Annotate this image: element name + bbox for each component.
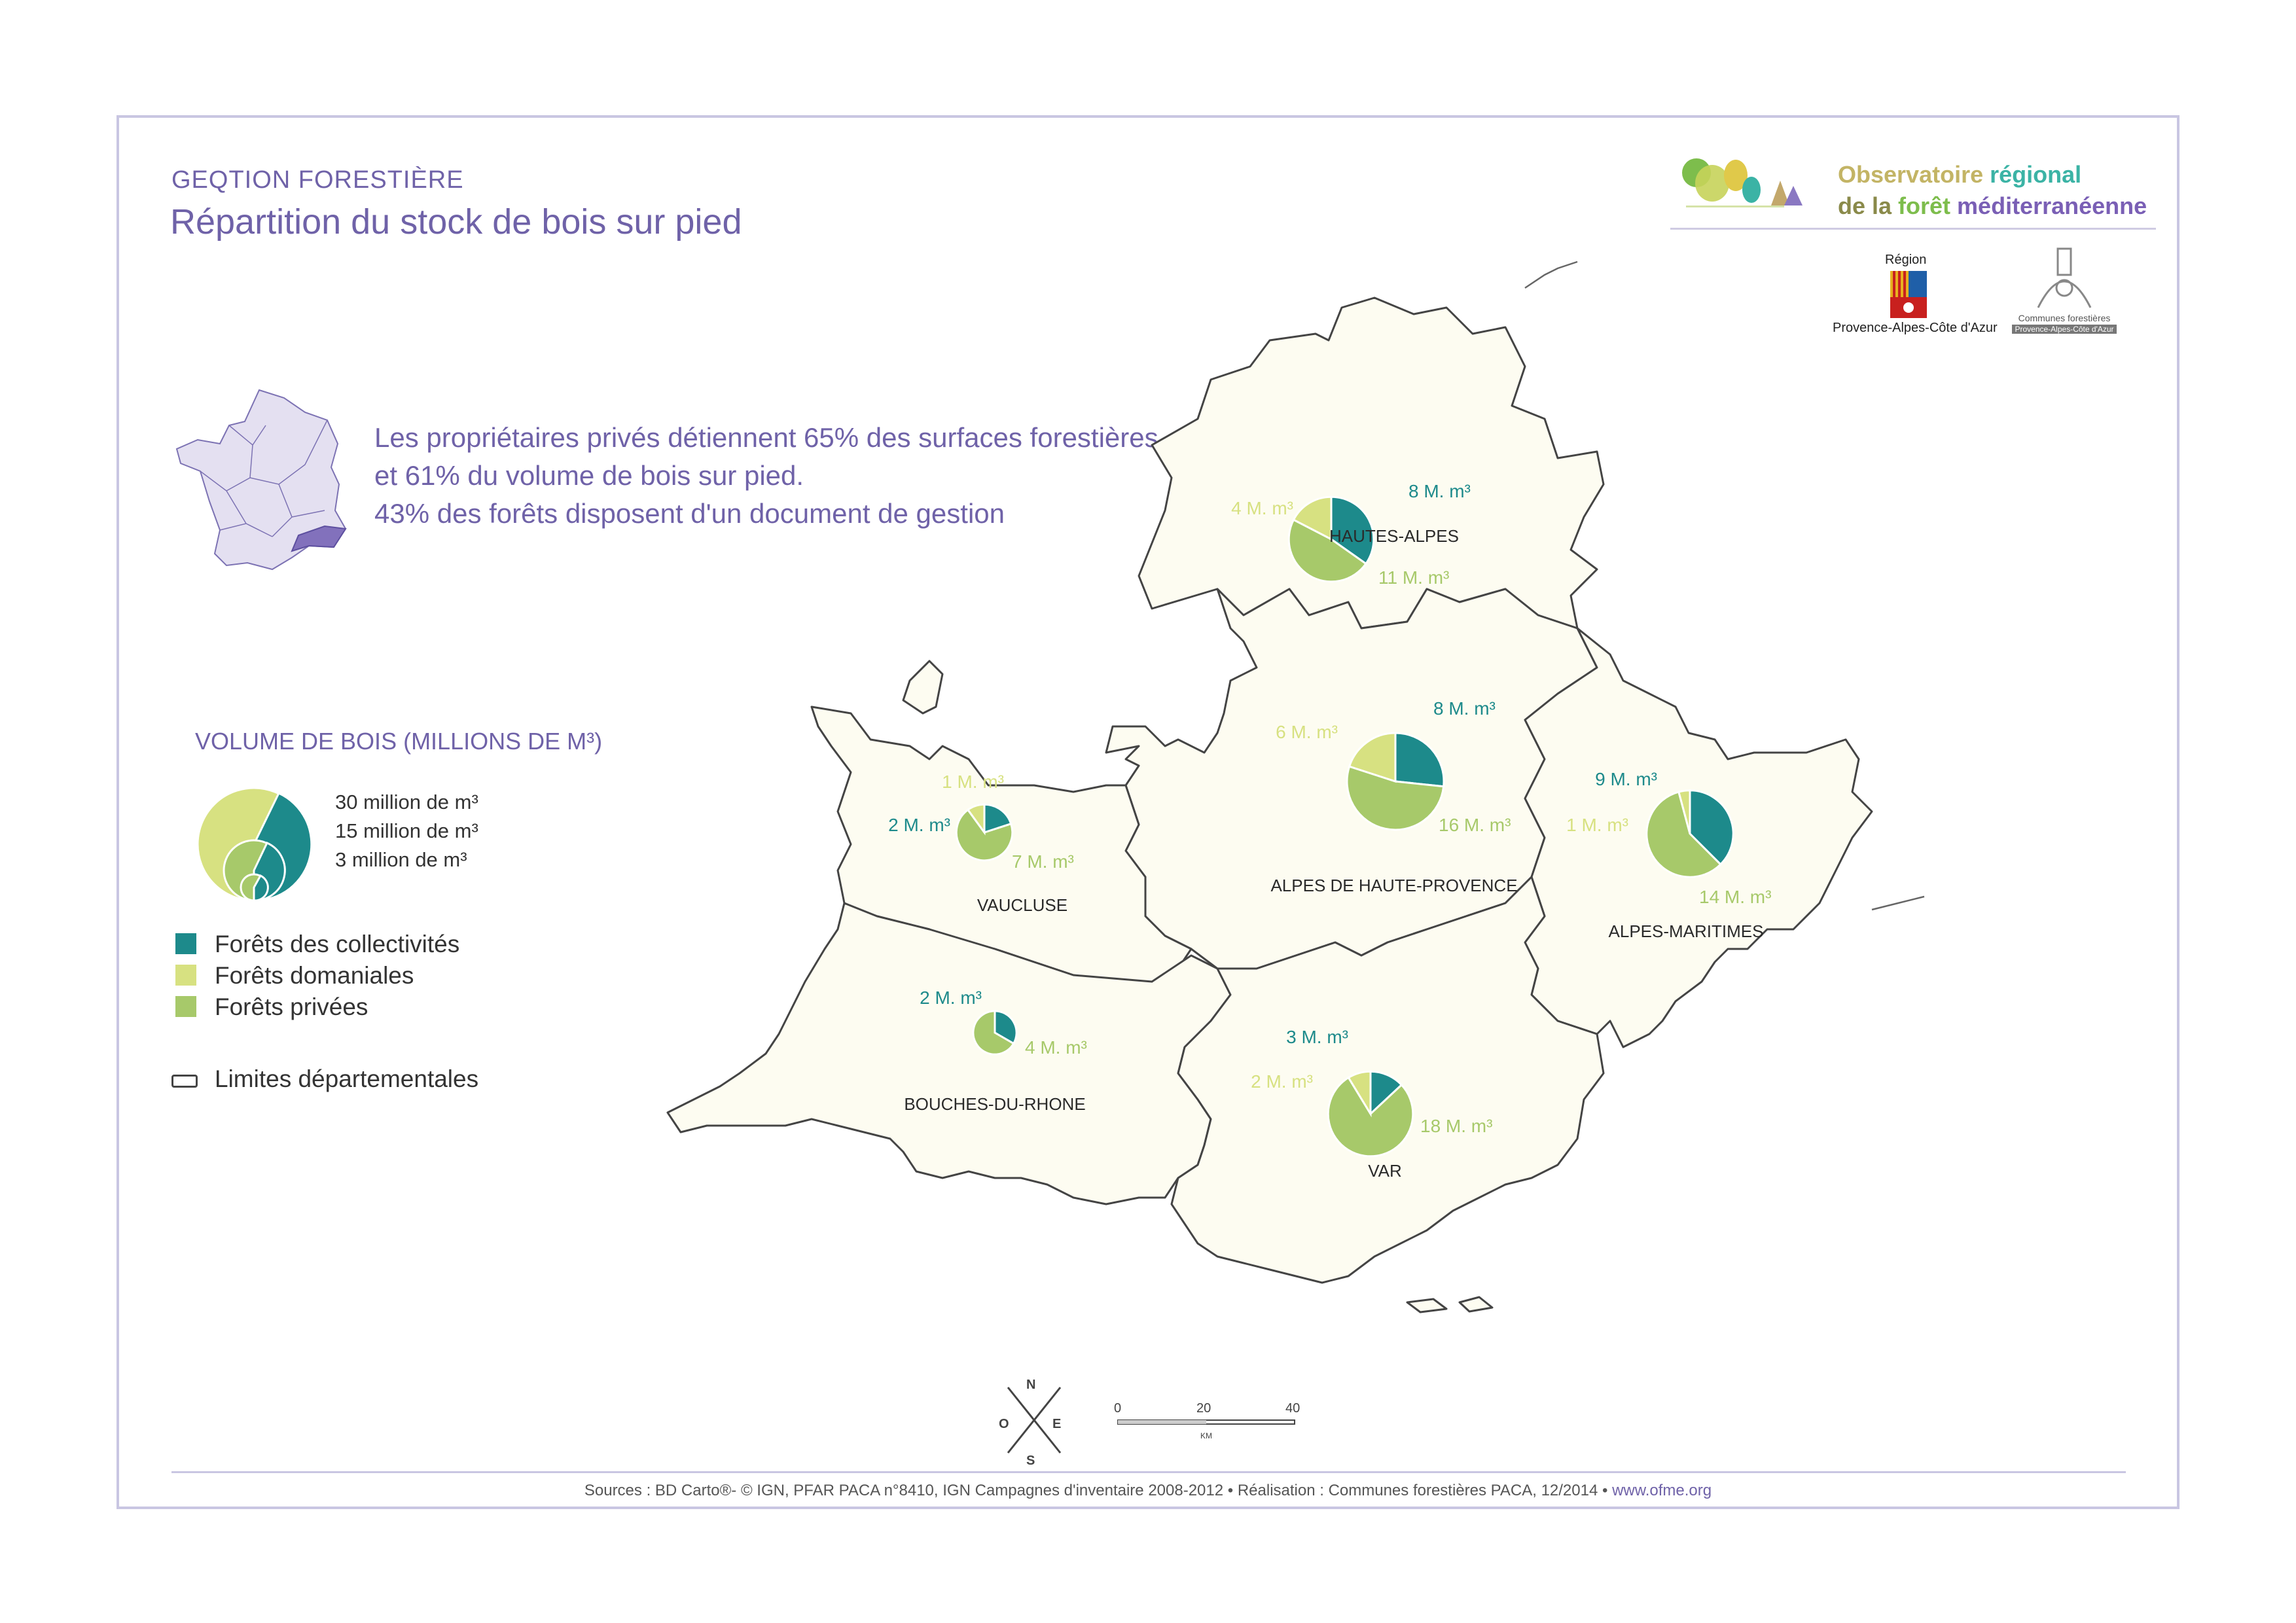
sources-line <box>0 1482 2296 1500</box>
obs-text-d: forêt <box>1898 192 1958 219</box>
border-coast-east <box>1872 897 1924 910</box>
region-name: Provence-Alpes-Côte d'Azur <box>1833 321 1998 335</box>
pie-value-label-collectivites: 9 M. m³ <box>1595 769 1657 789</box>
pie-value-label-collectivites: 2 M. m³ <box>888 815 950 835</box>
obs-text-b: régional <box>1990 161 2082 188</box>
size-legend-30: 30 million de m³ <box>335 791 478 813</box>
obs-text-e: méditerranéenne <box>1957 192 2147 219</box>
pie-value-label-privees: 16 M. m³ <box>1439 815 1511 835</box>
communes-label: Communes forestières <box>2018 313 2111 323</box>
sources-text: Sources : BD Carto®- © IGN, PFAR PACA n°8410, IGN Campagnes d'inventaire 2008-2012 • Réalisation : Communes forestières PACA, 12/2014 • <box>584 1482 1613 1499</box>
scale-tick-20: 20 <box>1196 1401 1211 1416</box>
size-legend-15: 15 million de m³ <box>335 819 478 842</box>
scale-tick-0: 0 <box>1114 1401 1122 1416</box>
intro-line: et 61% du volume de bois sur pied. <box>374 460 804 491</box>
pie-value-label-collectivites: 8 M. m³ <box>1433 698 1496 719</box>
region-label: Région <box>1885 253 1927 267</box>
department-name: BOUCHES-DU-RHONE <box>904 1094 1086 1114</box>
scale-bar <box>1110 1398 1306 1450</box>
pie-value-label-collectivites: 3 M. m³ <box>1286 1027 1348 1047</box>
dept-shape-hautes-alpes <box>1139 298 1604 628</box>
pie-value-label-domaniales: 4 M. m³ <box>1231 498 1293 518</box>
compass-s: S <box>1026 1454 1035 1466</box>
pie-value-label-privees: 7 M. m³ <box>1012 851 1074 872</box>
compass-n: N <box>1026 1378 1036 1392</box>
obs-text-c: de la <box>1838 192 1899 219</box>
pie-value-label-privees: 11 M. m³ <box>1378 567 1450 588</box>
intro-line: 43% des forêts disposent d'un document de gestion <box>374 498 1005 529</box>
volume-legend-title: VOLUME DE BOIS (MILLIONS DE M³) <box>195 728 603 755</box>
pie-value-label-collectivites: 2 M. m³ <box>920 988 982 1008</box>
scale-unit: KM <box>1200 1431 1212 1440</box>
footer-divider <box>171 1471 2126 1473</box>
department-name: ALPES-MARITIMES <box>1608 921 1764 941</box>
legend-collectivites: Forêts des collectivités <box>215 931 460 957</box>
legend-limits: Limites départementales <box>215 1065 479 1092</box>
compass-e: E <box>1052 1417 1062 1431</box>
pie-value-label-privees: 14 M. m³ <box>1699 887 1772 907</box>
dept-shape-enclave <box>903 661 942 713</box>
pie-value-label-domaniales: 6 M. m³ <box>1276 722 1338 742</box>
obs-text-a: Observatoire <box>1838 161 1990 188</box>
pie-value-label-privees: 4 M. m³ <box>1025 1037 1087 1058</box>
pie-value-label-domaniales: 1 M. m³ <box>942 772 1004 792</box>
section-kicker: GEQTION FORESTIÈRE <box>171 166 464 194</box>
legend-domaniales: Forêts domaniales <box>215 962 414 989</box>
pie-value-label-domaniales: 2 M. m³ <box>1251 1071 1313 1092</box>
legend-privees: Forêts privées <box>215 993 368 1020</box>
size-legend-3: 3 million de m³ <box>335 848 467 871</box>
page-title: Répartition du stock de bois sur pied <box>170 202 742 241</box>
pie-value-label-privees: 18 M. m³ <box>1420 1116 1493 1136</box>
scale-tick-40: 40 <box>1285 1401 1300 1416</box>
dept-shape-islands <box>1407 1297 1492 1312</box>
intro-line: Les propriétaires privés détiennent 65% des surfaces forestières <box>374 422 1158 453</box>
compass-rose-icon <box>982 1374 1086 1466</box>
pie-value-label-collectivites: 8 M. m³ <box>1408 481 1471 501</box>
department-name: ALPES DE HAUTE-PROVENCE <box>1270 876 1518 895</box>
department-name: VAUCLUSE <box>977 895 1068 915</box>
pie-value-label-domaniales: 1 M. m³ <box>1566 815 1628 835</box>
ofme-link[interactable]: www.ofme.org <box>1612 1482 1712 1499</box>
communes-sublabel: Provence-Alpes-Côte d'Azur <box>2012 325 2117 334</box>
border-italy <box>1525 262 1577 288</box>
department-name: VAR <box>1368 1161 1402 1181</box>
compass-o: O <box>999 1417 1009 1431</box>
department-name: HAUTES-ALPES <box>1329 526 1459 546</box>
